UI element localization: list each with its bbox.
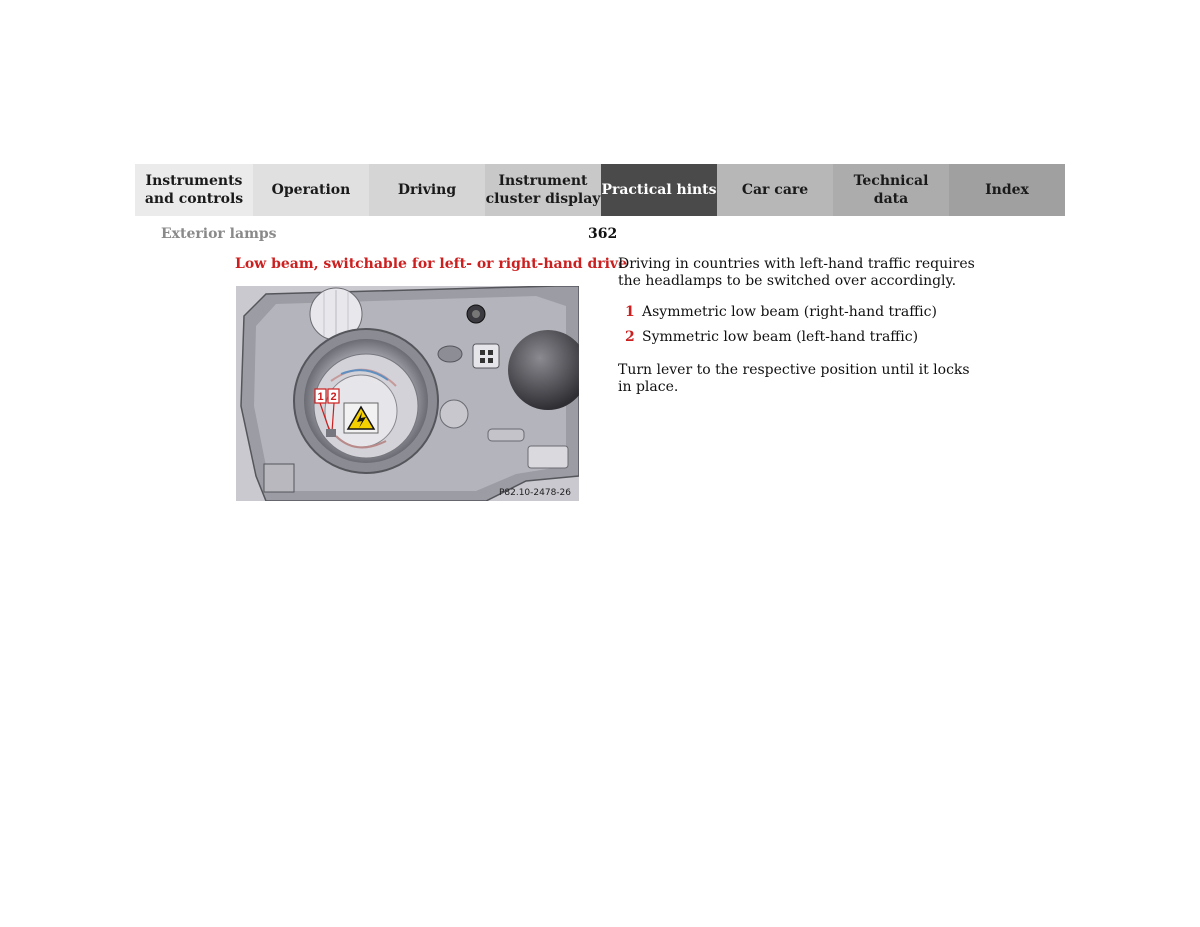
tab-instrument-cluster-display[interactable]: Instrument cluster display bbox=[485, 164, 601, 216]
tab-operation[interactable]: Operation bbox=[253, 164, 369, 216]
headlamp-figure bbox=[236, 286, 579, 501]
callout-2: 2 bbox=[330, 391, 337, 403]
list-text: Asymmetric low beam (right-hand traffic) bbox=[642, 304, 937, 320]
tab-driving[interactable]: Driving bbox=[369, 164, 485, 216]
callout-list bbox=[618, 304, 978, 346]
tab-instruments-and-controls[interactable]: Instruments and controls bbox=[135, 164, 253, 216]
list-number: 2 bbox=[625, 329, 635, 345]
page-heading: Low beam, switchable for left- or right-hand drive bbox=[235, 256, 627, 272]
section-title: Exterior lamps bbox=[161, 226, 277, 242]
list-item bbox=[618, 329, 978, 346]
list-number: 1 bbox=[625, 304, 635, 320]
intro-paragraph: Driving in countries with left-hand traffic requires the headlamps to be switched over accordingly. bbox=[618, 256, 975, 289]
list-item bbox=[618, 304, 978, 321]
tab-practical-hints[interactable]: Practical hints bbox=[601, 164, 717, 216]
headlamp-illustration bbox=[236, 286, 579, 501]
tab-technical-data[interactable]: Technical data bbox=[833, 164, 949, 216]
body-text bbox=[618, 256, 978, 396]
instruction-paragraph: Turn lever to the respective position until it locks in place. bbox=[618, 362, 970, 395]
chapter-tab-bar bbox=[135, 164, 1065, 216]
tab-car-care[interactable]: Car care bbox=[717, 164, 833, 216]
tab-index[interactable]: Index bbox=[949, 164, 1065, 216]
figure-code: P82.10-2478-26 bbox=[498, 488, 571, 498]
page-number: 362 bbox=[588, 226, 618, 242]
callout-1: 1 bbox=[317, 391, 324, 403]
list-text: Symmetric low beam (left-hand traffic) bbox=[642, 329, 919, 345]
